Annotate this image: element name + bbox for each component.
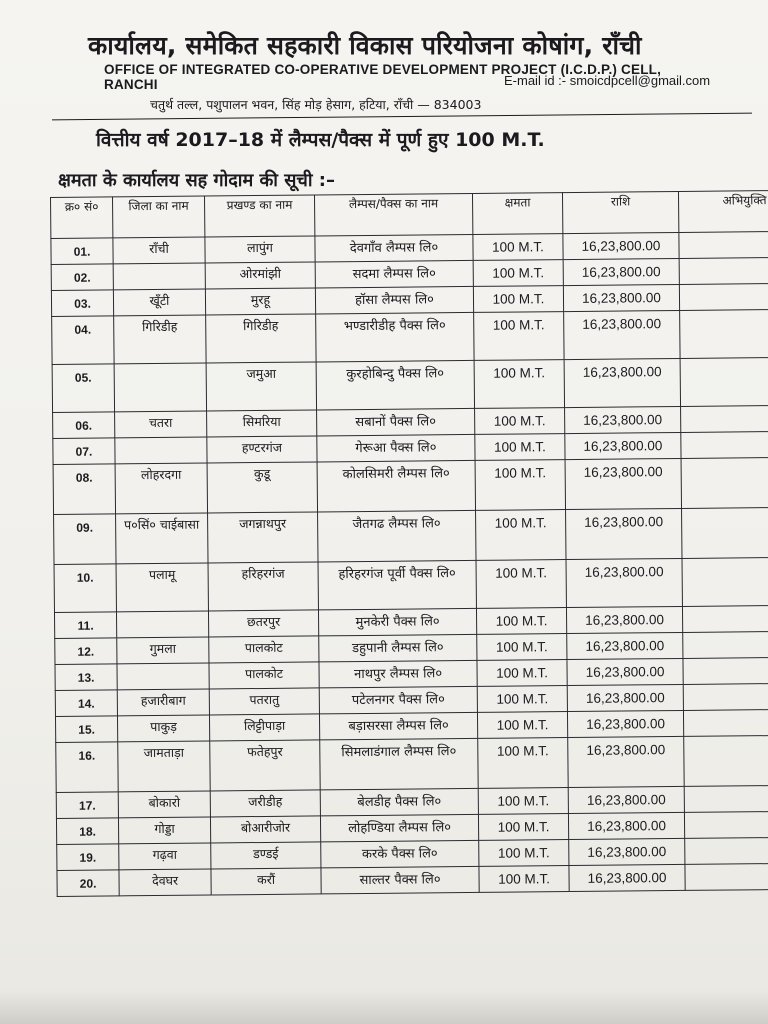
office-address: चतुर्थ तल्ल, पशुपालन भवन, सिंह मोड़ हेसाग, हटिया, राँची — 834003 [150, 97, 482, 112]
amount-cell: 16,23,800.00 [565, 406, 681, 433]
remarks-cell [685, 837, 768, 864]
capacity-cell: 100 M.T. [475, 434, 565, 461]
society-cell: भण्डारीडीह पैक्स लि० [316, 312, 474, 362]
remarks-cell [684, 811, 768, 838]
serial-cell: 19. [57, 844, 119, 871]
amount-cell: 16,23,800.00 [567, 684, 683, 711]
amount-cell: 16,23,800.00 [563, 232, 679, 259]
district-cell: प०सिं० चाईबासा [116, 513, 208, 564]
block-cell: कुडू [207, 462, 317, 513]
district-cell: गढ़वा [119, 843, 211, 870]
remarks-cell [680, 309, 768, 358]
capacity-cell: 100 M.T. [475, 408, 565, 435]
serial-cell: 01. [51, 238, 113, 265]
district-cell: देवघर [119, 869, 211, 896]
serial-cell: 20. [57, 870, 119, 897]
block-cell: डण्डई [211, 842, 321, 869]
capacity-cell: 100 M.T. [477, 660, 567, 687]
serial-cell: 10. [54, 564, 116, 613]
table-row [52, 309, 768, 364]
header-serial: क्र० सं० [51, 197, 113, 239]
serial-cell: 17. [56, 792, 118, 819]
society-cell: पटेलनगर पैक्स लि० [319, 686, 477, 714]
block-cell: छतरपुर [208, 610, 318, 637]
society-cell: कोलसिमरी लैम्पस लि० [317, 460, 475, 512]
amount-cell: 16,23,800.00 [569, 864, 685, 891]
remarks-cell [684, 785, 768, 812]
block-cell: पालकोट [209, 636, 319, 663]
amount-cell: 16,23,800.00 [568, 736, 684, 787]
serial-cell: 12. [55, 638, 117, 665]
district-cell: पाकुड़ [117, 715, 209, 742]
header-remarks: अभियुक्ति [678, 190, 768, 232]
remarks-cell [679, 283, 768, 310]
serial-cell: 07. [53, 438, 115, 465]
district-cell: गुमला [117, 637, 209, 664]
amount-cell: 16,23,800.00 [563, 284, 679, 311]
table-row [54, 507, 768, 564]
district-cell [117, 663, 209, 690]
table-body [51, 231, 768, 896]
document-title-line2: क्षमता के कार्यालय सह गोदाम की सूची :– [58, 170, 335, 191]
capacity-cell: 100 M.T. [473, 286, 563, 313]
remarks-cell [683, 709, 768, 736]
district-cell: गोड्डा [118, 817, 210, 844]
serial-cell: 15. [55, 716, 117, 743]
block-cell: मुरहू [205, 288, 315, 315]
table-header-row [51, 190, 768, 238]
society-cell: जैतगढ लैम्पस लि० [318, 510, 476, 562]
serial-cell: 04. [52, 316, 114, 365]
amount-cell: 16,23,800.00 [566, 606, 682, 633]
capacity-cell: 100 M.T. [475, 460, 565, 511]
society-cell: कुरहोबिन्दु पैक्स लि० [316, 360, 474, 410]
table-row [53, 457, 768, 514]
serial-cell: 05. [52, 364, 114, 413]
society-cell: सिमलाडंगाल लैम्पस लि० [320, 738, 478, 790]
capacity-cell: 100 M.T. [476, 608, 566, 635]
amount-cell: 16,23,800.00 [567, 710, 683, 737]
block-cell: पालकोट [209, 662, 319, 689]
society-cell: मुनकेरी पैक्स लि० [318, 608, 476, 636]
serial-cell: 18. [56, 818, 118, 845]
amount-cell: 16,23,800.00 [568, 812, 684, 839]
serial-cell: 16. [56, 742, 118, 793]
remarks-cell [682, 605, 768, 632]
amount-cell: 16,23,800.00 [566, 558, 682, 607]
society-cell: हरिहरगंज पूर्वी पैक्स लि० [318, 560, 476, 610]
capacity-cell: 100 M.T. [473, 234, 563, 261]
remarks-cell [681, 405, 768, 432]
remarks-cell [679, 231, 768, 258]
block-cell: सिमरिया [207, 410, 317, 437]
amount-cell: 16,23,800.00 [564, 310, 680, 359]
office-name-english: OFFICE OF INTEGRATED CO-OPERATIVE DEVELOPMENT PROJECT (I.C.D.P.) CELL, RANCHI [104, 62, 662, 92]
remarks-cell [684, 735, 768, 786]
header-capacity: क्षमता [472, 193, 562, 235]
district-cell: हजारीबाग [117, 689, 209, 716]
table-row [54, 557, 768, 612]
society-cell: सबानों पैक्स लि० [317, 408, 475, 436]
amount-cell: 16,23,800.00 [569, 838, 685, 865]
amount-cell: 16,23,800.00 [564, 358, 680, 407]
capacity-cell: 100 M.T. [474, 312, 564, 361]
society-cell: हॉसा लैम्पस लि० [315, 286, 473, 314]
capacity-cell: 100 M.T. [476, 510, 566, 561]
capacity-cell: 100 M.T. [478, 788, 568, 815]
capacity-cell: 100 M.T. [476, 560, 566, 609]
block-cell: पतरातु [209, 688, 319, 715]
capacity-cell: 100 M.T. [473, 260, 563, 287]
block-cell: हरिहरगंज [208, 562, 318, 611]
serial-cell: 14. [55, 690, 117, 717]
office-name-hindi: कार्यालय, समेकित सहकारी विकास परियोजना कोषांग, राँची [88, 31, 642, 60]
society-cell: सदमा लैम्पस लि० [315, 260, 473, 288]
header-block: प्रखण्ड का नाम [204, 195, 314, 237]
society-cell: साल्तर पैक्स लि० [321, 866, 479, 894]
district-cell: गिरिडीह [114, 315, 206, 364]
serial-cell: 13. [55, 664, 117, 691]
society-cell: लोहण्डिया लैम्पस लि० [320, 814, 478, 842]
society-cell: डहुपानी लैम्पस लि० [319, 634, 477, 662]
remarks-cell [683, 631, 768, 658]
block-cell: ओरमांझी [205, 262, 315, 289]
capacity-cell: 100 M.T. [477, 634, 567, 661]
amount-cell: 16,23,800.00 [568, 786, 684, 813]
amount-cell: 16,23,800.00 [563, 258, 679, 285]
serial-cell: 02. [51, 264, 113, 291]
header-society: लैम्पस/पैक्स का नाम [314, 193, 472, 236]
remarks-cell [685, 863, 768, 890]
district-cell: लोहरदगा [115, 463, 207, 514]
district-cell: चतरा [115, 411, 207, 438]
serial-cell: 09. [54, 514, 116, 565]
block-cell: जरीडीह [210, 790, 320, 817]
amount-cell: 16,23,800.00 [567, 658, 683, 685]
society-cell: देवगाँव लैम्पस लि० [315, 234, 473, 262]
remarks-cell [683, 657, 768, 684]
header-district: जिला का नाम [113, 196, 205, 238]
amount-cell: 16,23,800.00 [566, 508, 682, 559]
header-divider [52, 113, 752, 121]
block-cell: बोआरीजोर [210, 816, 320, 843]
page-shadow [0, 990, 768, 1024]
block-cell: गिरिडीह [206, 314, 316, 363]
block-cell: हण्टरगंज [207, 436, 317, 463]
remarks-cell [680, 357, 768, 406]
society-cell: नाथपुर लैम्पस लि० [319, 660, 477, 688]
amount-cell: 16,23,800.00 [567, 632, 683, 659]
remarks-cell [681, 431, 768, 458]
amount-cell: 16,23,800.00 [565, 432, 681, 459]
society-cell: गेरूआ पैक्स लि० [317, 434, 475, 462]
remarks-cell [683, 683, 768, 710]
serial-cell: 03. [51, 290, 113, 317]
district-cell: पलामू [116, 563, 208, 612]
header-amount: राशि [562, 191, 678, 233]
block-cell: लापुंग [205, 236, 315, 263]
district-cell: जामताड़ा [118, 741, 210, 792]
district-cell: बोकारो [118, 791, 210, 818]
block-cell: लिट्टीपाड़ा [209, 714, 319, 741]
district-cell [114, 363, 206, 412]
serial-cell: 08. [53, 464, 115, 515]
block-cell: फतेहपुर [210, 740, 320, 791]
capacity-cell: 100 M.T. [478, 738, 568, 789]
society-cell: बड़ासरसा लैम्पस लि० [319, 712, 477, 740]
block-cell: करौं [211, 868, 321, 895]
capacity-cell: 100 M.T. [479, 866, 569, 893]
district-cell [116, 611, 208, 638]
table-row [52, 357, 768, 412]
godown-list-table [50, 190, 768, 897]
capacity-cell: 100 M.T. [477, 686, 567, 713]
society-cell: करके पैक्स लि० [321, 840, 479, 868]
remarks-cell [682, 557, 768, 606]
district-cell [113, 263, 205, 290]
capacity-cell: 100 M.T. [479, 840, 569, 867]
capacity-cell: 100 M.T. [477, 712, 567, 739]
district-cell: खूँटी [113, 289, 205, 316]
remarks-cell [682, 507, 768, 558]
serial-cell: 11. [54, 612, 116, 639]
table-row [56, 735, 768, 792]
society-cell: बेलडीह पैक्स लि० [320, 788, 478, 816]
district-cell [115, 437, 207, 464]
block-cell: जगन्नाथपुर [208, 512, 318, 563]
document-title-line1: वित्तीय वर्ष 2017–18 में लैम्पस/पैक्स में पूर्ण हुए 100 M.T. [96, 129, 545, 151]
office-email: E-mail id :- smoicdpcell@gmail.com [504, 73, 711, 88]
remarks-cell [679, 257, 768, 284]
district-cell: राँची [113, 237, 205, 264]
capacity-cell: 100 M.T. [474, 360, 564, 409]
capacity-cell: 100 M.T. [478, 814, 568, 841]
block-cell: जमुआ [206, 362, 316, 411]
remarks-cell [681, 457, 768, 508]
serial-cell: 06. [53, 412, 115, 439]
amount-cell: 16,23,800.00 [565, 458, 681, 509]
